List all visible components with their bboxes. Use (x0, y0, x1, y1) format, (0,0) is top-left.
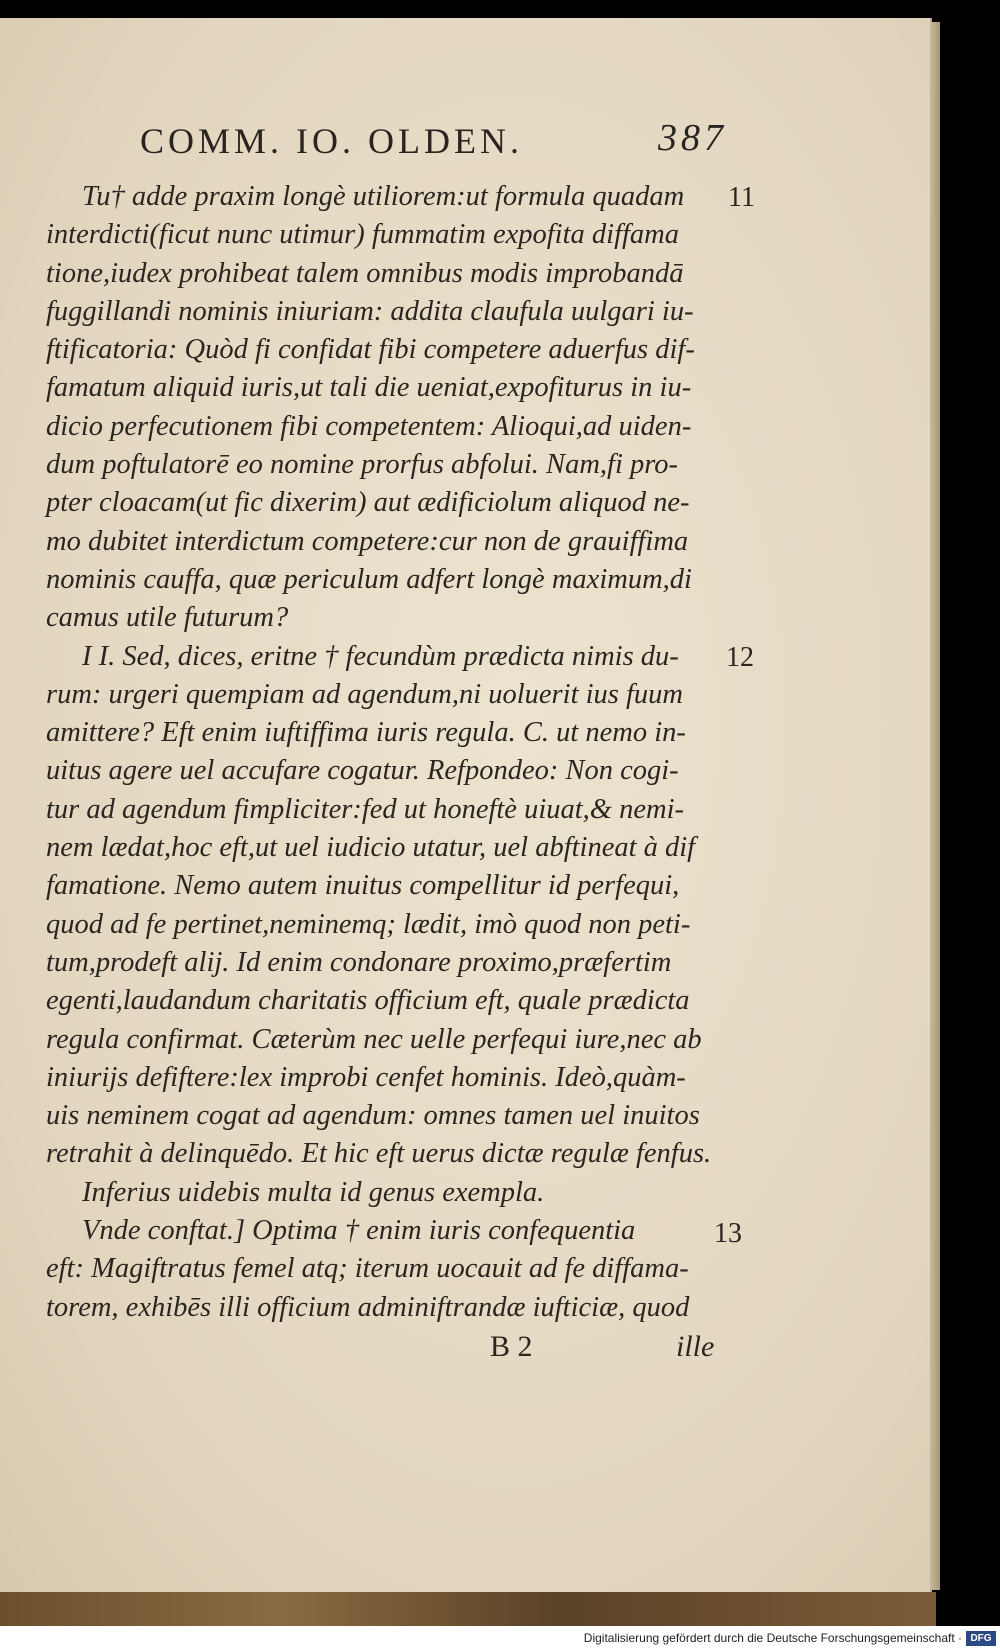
page-number: 387 (658, 117, 727, 159)
text-line: I I. Sed, dices, eritne † fecundùm prædicta nimis du- (82, 640, 679, 672)
dfg-logo: DFG (966, 1631, 996, 1646)
text-line: rum: urgeri quempiam ad agendum,ni uoluerit ius fuum (46, 678, 683, 710)
text-line: interdicti(ficut nunc utimur) fummatim expofita diffama (46, 219, 679, 251)
text-line: ftificatoria: Quòd fi confidat fibi competere aduerfus dif- (46, 334, 695, 366)
signature-mark: B 2 (490, 1330, 533, 1363)
text-line: quod ad fe pertinet,neminemq; lædit, imò quod non peti- (46, 908, 691, 940)
margin-number: 12 (726, 642, 754, 673)
catchword: ille (676, 1330, 715, 1363)
text-line: egenti,laudandum charitatis officium eft, quale prædicta (46, 985, 690, 1017)
text-line: fuggillandi nominis iniuriam: addita claufula uulgari iu- (46, 295, 694, 327)
text-line: famatione. Nemo autem inuitus compellitur id perfequi, (46, 870, 680, 902)
text-line: torem, exhibēs illi officium adminiftrandæ iufticiæ, quod (46, 1291, 690, 1323)
text-line: iniurijs defiftere:lex improbi cenfet hominis. Ideò,quàm- (46, 1061, 686, 1093)
text-line: dum poftulatorē eo nomine prorfus abfolui. Nam,fi pro- (46, 449, 679, 481)
text-line: tione,iudex prohibeat talem omnibus modis improbandā (46, 257, 684, 289)
text-line: mo dubitet interdictum competere:cur non de grauiffima (46, 525, 689, 557)
funding-credit: Digitalisierung gefördert durch die Deutsche Forschungsgemeinschaft · (583, 1631, 962, 1645)
text-line: camus utile futurum? (46, 602, 289, 634)
body-text (46, 178, 718, 1327)
text-line: Vnde conftat.] Optima † enim iuris confequentia (82, 1215, 636, 1247)
margin-number: 11 (728, 182, 755, 213)
text-line: tur ad agendum fimpliciter:fed ut honeftè uiuat,& nemi- (46, 793, 684, 825)
text-line: amittere? Eft enim iuftiffima iuris regula. C. ut nemo in- (46, 717, 686, 749)
text-line: eft: Magiftratus femel atq; iterum uocauit ad fe diffama- (46, 1253, 689, 1285)
running-header (140, 117, 740, 170)
text-line: Tu† adde praxim longè utiliorem:ut formula quadam (82, 181, 685, 212)
text-line: famatum aliquid iuris,ut tali die ueniat,expofiturus in iu- (46, 372, 692, 404)
margin-number: 13 (714, 1218, 742, 1249)
page-edge (930, 22, 940, 1590)
footer-bar (0, 1626, 1000, 1652)
text-line: Inferius uidebis multa id genus exempla. (82, 1176, 545, 1208)
text-line: uitus agere uel accufare cogatur. Refpondeo: Non cogi- (46, 755, 679, 787)
text-line: tum,prodeft alij. Id enim condonare proximo,præfertim (46, 946, 672, 978)
text-line: pter cloacam(ut fic dixerim) aut ædificiolum aliquod ne- (46, 487, 690, 519)
text-line: dicio perfecutionem fibi competentem: Alioqui,ad uiden- (46, 410, 692, 442)
text-line: uis neminem cogat ad agendum: omnes tamen uel inuitos (46, 1100, 700, 1132)
text-line: nem lædat,hoc eft,ut uel iudicio utatur, uel abftineat à dif (46, 832, 696, 864)
running-title: COMM. IO. OLDEN. (140, 121, 523, 161)
book-cover-edge (0, 1592, 936, 1626)
text-line: retrahit à delinquēdo. Et hic eft uerus dictæ regulæ fenfus. (46, 1138, 712, 1170)
text-line: nominis cauffa, quæ periculum adfert longè maximum,di (46, 563, 692, 595)
text-line: regula confirmat. Cæterùm nec uelle perfequi iure,nec ab (46, 1023, 702, 1055)
